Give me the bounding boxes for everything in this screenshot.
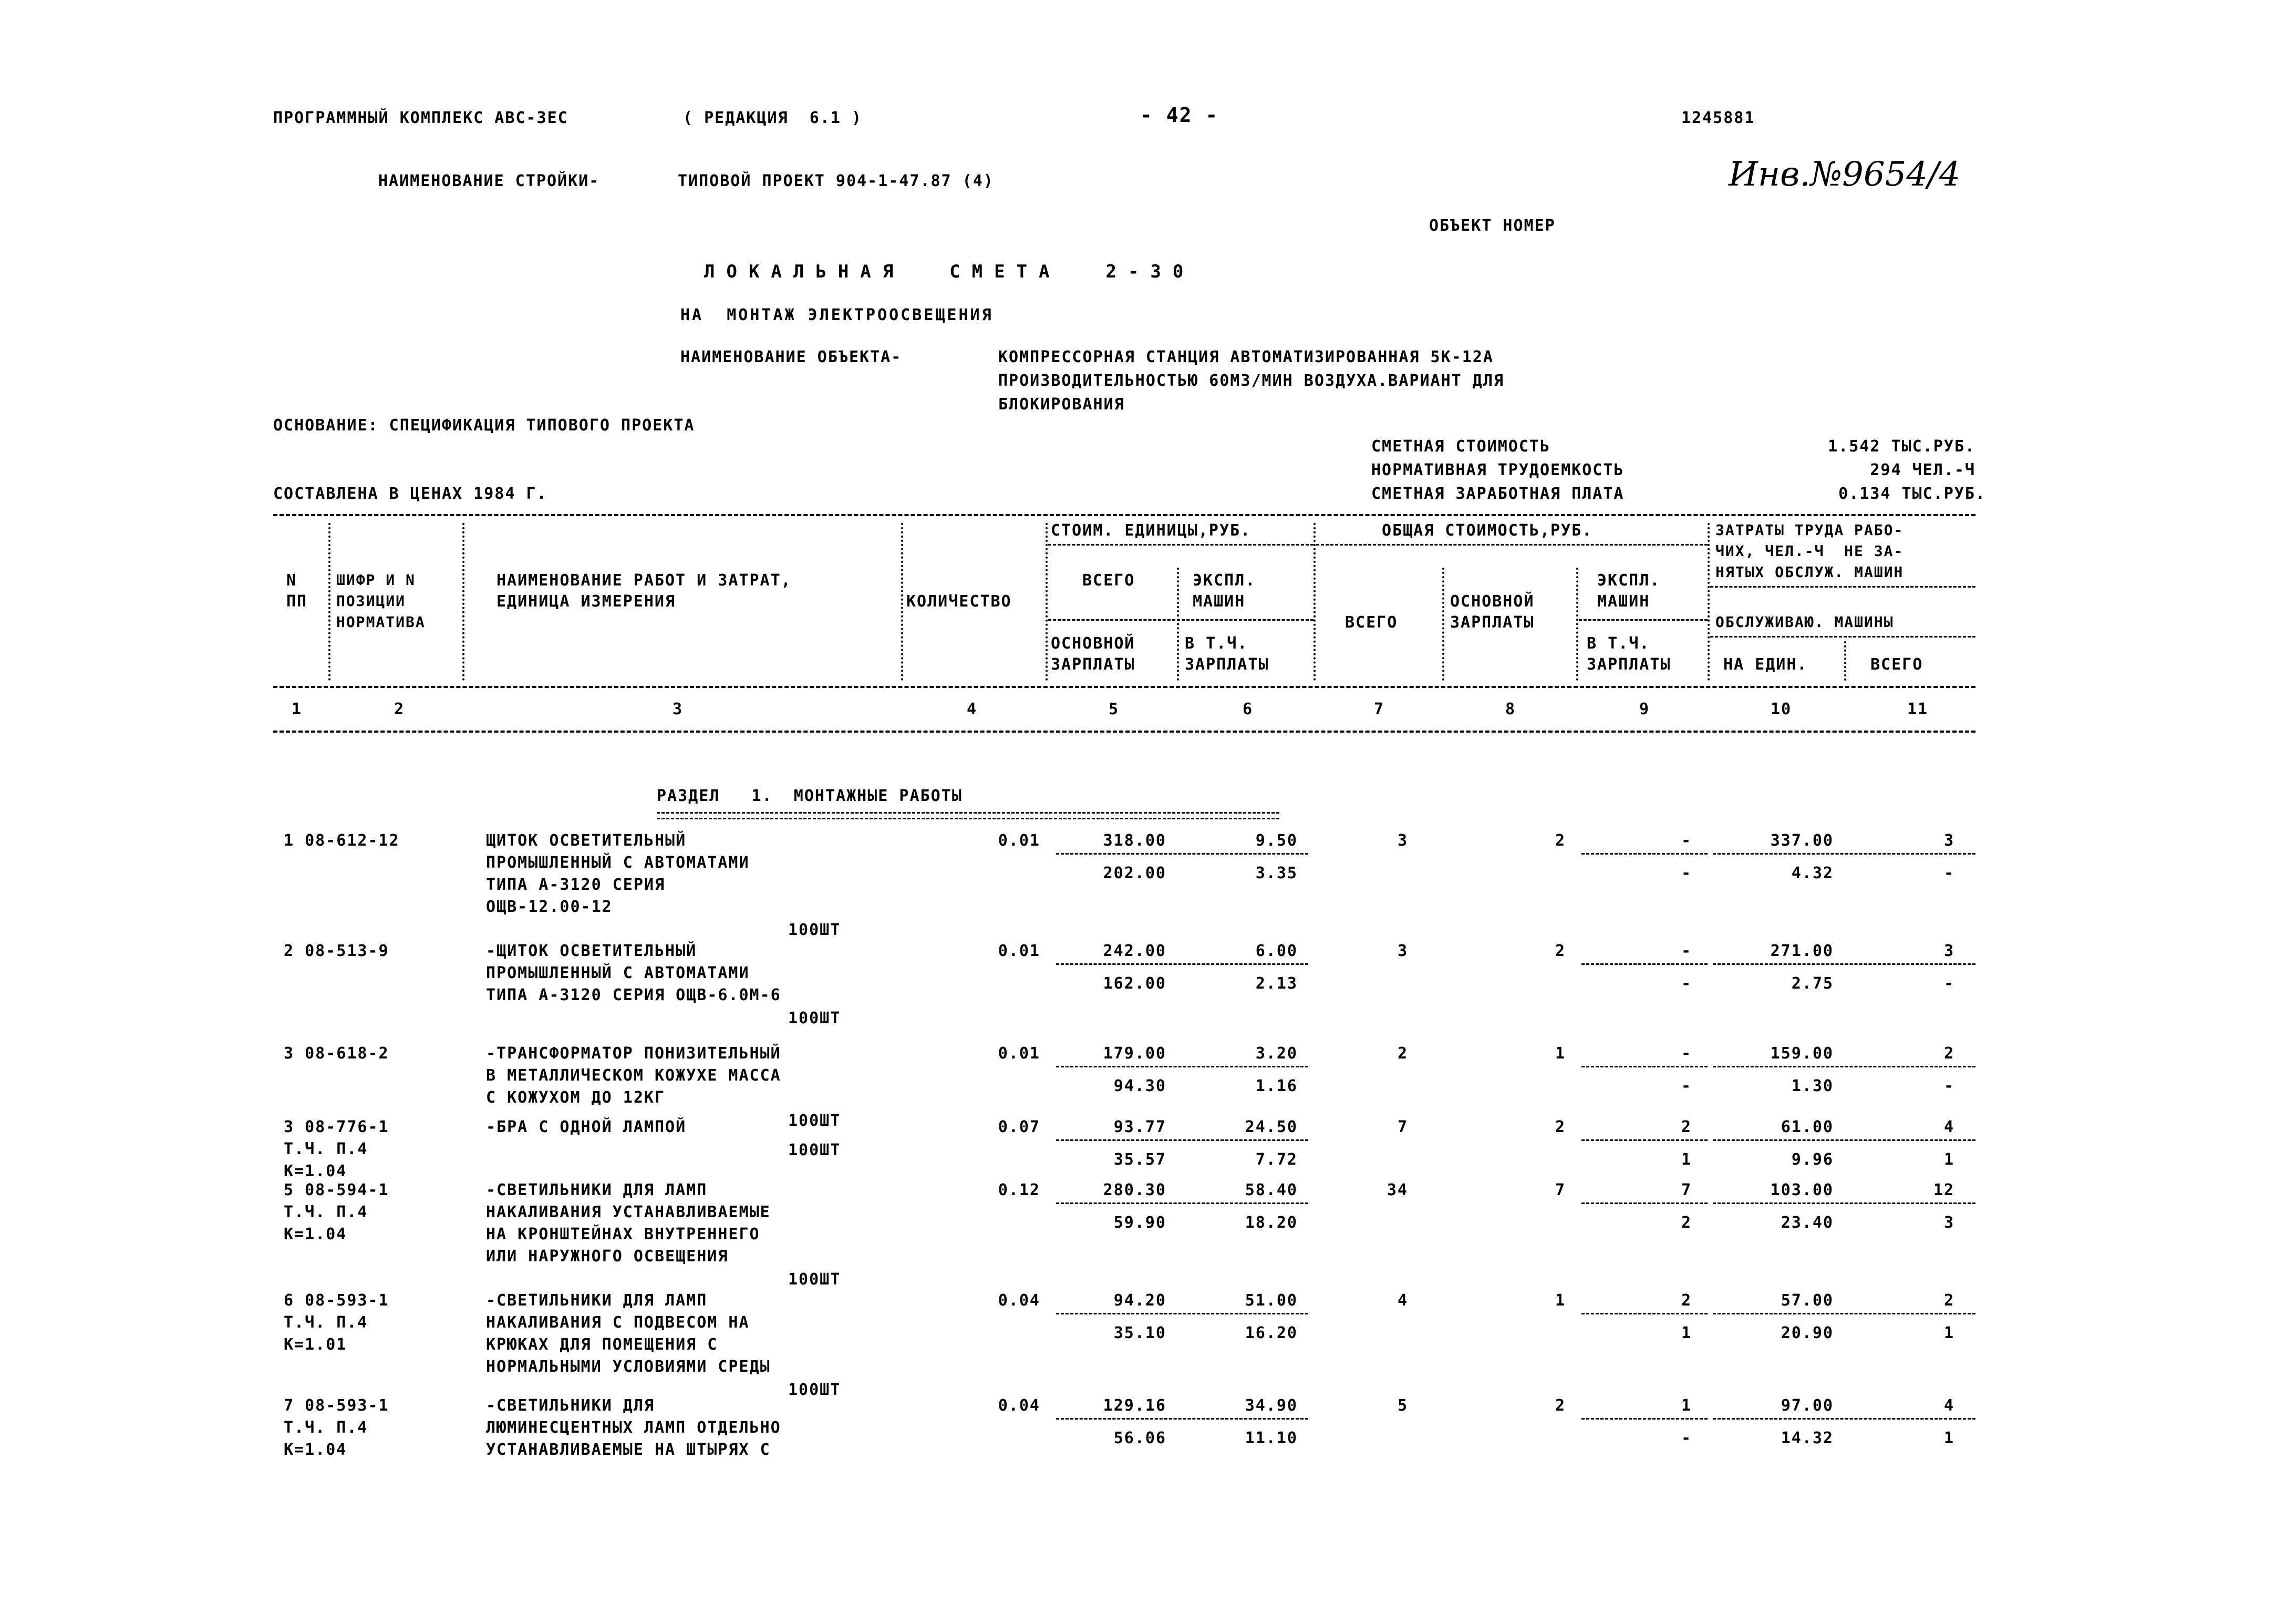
cell-rule (1713, 1202, 1976, 1204)
col-number: 9 (1639, 700, 1650, 718)
row-unit: 100ШТ (788, 1112, 841, 1130)
row-labor-unit: 97.00 (1781, 1396, 1834, 1415)
row-code: Т.Ч. П.4 (284, 1140, 368, 1158)
cell-rule (1056, 853, 1308, 855)
hdr-labor-sub: ОБСЛУЖИВАЮ. МАШИНЫ (1715, 613, 1894, 631)
hdr-unit-machines-1: ЭКСПЛ. (1193, 571, 1256, 590)
row-unit-wage-incl: 7.72 (1255, 1150, 1298, 1169)
row-description: ТИПА А-3120 СЕРИЯ ОЩВ-6.0М-6 (486, 986, 781, 1004)
hdr-unit-machines-2: МАШИН (1193, 592, 1246, 611)
hdr-rule (1316, 544, 1708, 546)
row-unit-total: 280.30 (1103, 1181, 1166, 1199)
row-total-machines: 2 (1681, 1291, 1692, 1310)
col-number: 5 (1109, 700, 1120, 718)
row-total: 4 (1397, 1291, 1408, 1310)
col-separator (1442, 568, 1444, 681)
hdr-total-all: ВСЕГО (1345, 613, 1398, 632)
cell-rule (1713, 963, 1976, 965)
col-separator (901, 523, 903, 681)
row-description: -ТРАНСФОРМАТОР ПОНИЗИТЕЛЬНЫЙ (486, 1044, 781, 1063)
hdr-unit-wage-1: ОСНОВНОЙ (1051, 634, 1135, 653)
hdr-total-cost: ОБЩАЯ СТОИМОСТЬ,РУБ. (1382, 521, 1593, 540)
row-unit-machines: 9.50 (1255, 831, 1298, 850)
col-number: 8 (1505, 700, 1516, 718)
row-labor-unit: 103.00 (1770, 1181, 1834, 1199)
col-separator (1576, 568, 1578, 681)
hdr-labor-3: НЯТЫХ ОБСЛУЖ. МАШИН (1715, 563, 1904, 581)
hdr-total-wage-incl-2: ЗАРПЛАТЫ (1587, 655, 1671, 674)
inventory-stamp: Инв.№9654/4 (1729, 155, 1961, 194)
object-number: ОБЪЕКТ НОМЕР (1429, 217, 1556, 235)
hdr-rule (1710, 586, 1976, 588)
row-unit-wage-incl: 11.10 (1245, 1429, 1298, 1447)
row-total-wage-incl: - (1681, 1077, 1692, 1095)
row-description: ПРОМЫШЛЕННЫЙ С АВТОМАТАМИ (486, 854, 750, 872)
hdr-unit-total: ВСЕГО (1082, 571, 1135, 590)
summary-label-labor: НОРМАТИВНАЯ ТРУДОЕМКОСТЬ (1371, 461, 1625, 479)
row-total-wage: 2 (1555, 1396, 1566, 1415)
col-separator (462, 523, 464, 681)
row-unit-wage-incl: 18.20 (1245, 1214, 1298, 1232)
col-number: 4 (967, 700, 978, 718)
row-labor-unit-machines: 14.32 (1781, 1429, 1834, 1447)
hdr-rule (1710, 636, 1976, 638)
row-unit: 100ШТ (788, 1009, 841, 1027)
summary-value-cost: 1.542 ТЫС.РУБ. (1828, 437, 1976, 456)
col-separator (1844, 641, 1846, 681)
row-description: -СВЕТИЛЬНИКИ ДЛЯ ЛАМП (486, 1181, 708, 1199)
cell-rule (1713, 1418, 1976, 1420)
hdr-rule (1048, 544, 1314, 546)
section-title: РАЗДЕЛ 1. МОНТАЖНЫЕ РАБОТЫ (657, 787, 963, 805)
row-labor-total: 4 (1943, 1396, 1954, 1415)
hdr-bottom-rule (273, 686, 1976, 688)
hdr-col2-1: ШИФР И N (336, 571, 416, 589)
row-labor-unit: 159.00 (1770, 1044, 1834, 1063)
row-unit-machines: 58.40 (1245, 1181, 1298, 1199)
hdr-unit-wage-incl-1: В Т.Ч. (1185, 634, 1248, 653)
row-total: 3 (1397, 942, 1408, 960)
hdr-labor-1: ЗАТРАТЫ ТРУДА РАБО- (1715, 521, 1904, 539)
row-description: ИЛИ НАРУЖНОГО ОСВЕЩЕНИЯ (486, 1247, 729, 1266)
row-labor-total-machines: 3 (1943, 1214, 1954, 1232)
construction-name-label: НАИМЕНОВАНИЕ СТРОЙКИ- (378, 172, 600, 190)
row-labor-total-machines: 1 (1943, 1429, 1954, 1447)
page-number: - 42 - (1140, 104, 1219, 127)
row-description: -СВЕТИЛЬНИКИ ДЛЯ (486, 1396, 655, 1415)
row-total-machines: 7 (1681, 1181, 1692, 1199)
cell-rule (1056, 1139, 1308, 1141)
row-code: К=1.04 (284, 1162, 347, 1180)
row-total: 5 (1397, 1396, 1408, 1415)
row-description: ПРОМЫШЛЕННЫЙ С АВТОМАТАМИ (486, 964, 750, 982)
row-unit-machines: 34.90 (1245, 1396, 1298, 1415)
row-description: -ЩИТОК ОСВЕТИТЕЛЬНЫЙ (486, 942, 697, 960)
row-total-wage: 7 (1555, 1181, 1566, 1199)
hdr-col1-1: N (286, 571, 297, 590)
col-numbers-rule (273, 731, 1976, 733)
cell-rule (1713, 1066, 1976, 1067)
edition: ( РЕДАКЦИЯ 6.1 ) (683, 109, 863, 127)
row-description: НА КРОНШТЕЙНАХ ВНУТРЕННЕГО (486, 1225, 760, 1243)
hdr-col1-2: ПП (286, 592, 308, 611)
row-labor-unit-machines: 4.32 (1791, 864, 1834, 882)
row-code: 3 08-776-1 (284, 1118, 389, 1136)
row-unit-wage: 35.57 (1113, 1150, 1166, 1169)
row-total-wage-incl: 2 (1681, 1214, 1692, 1232)
hdr-unit-cost: СТОИМ. ЕДИНИЦЫ,РУБ. (1051, 521, 1252, 540)
object-name-line-1: КОМПРЕССОРНАЯ СТАНЦИЯ АВТОМАТИЗИРОВАННАЯ 5К-12А (998, 348, 1494, 366)
row-labor-total: 2 (1943, 1044, 1954, 1063)
row-description: ОЩВ-12.00-12 (486, 898, 613, 916)
row-code: 6 08-593-1 (284, 1291, 389, 1310)
cell-rule (1581, 1418, 1708, 1420)
col-separator (328, 523, 330, 681)
row-code: Т.Ч. П.4 (284, 1418, 368, 1437)
row-unit: 100ШТ (788, 1141, 841, 1159)
row-code: 1 08-612-12 (284, 831, 400, 850)
hdr-col3-2: ЕДИНИЦА ИЗМЕРЕНИЯ (497, 592, 676, 611)
row-description: КРЮКАХ ДЛЯ ПОМЕЩЕНИЯ С (486, 1335, 718, 1354)
object-name-label: НАИМЕНОВАНИЕ ОБЪЕКТА- (680, 348, 902, 366)
hdr-labor-total: ВСЕГО (1870, 655, 1923, 674)
summary-label-cost: СМЕТНАЯ СТОИМОСТЬ (1371, 437, 1551, 456)
row-unit-wage-incl: 2.13 (1255, 974, 1298, 993)
hdr-unit-wage-2: ЗАРПЛАТЫ (1051, 655, 1135, 674)
hdr-quantity: КОЛИЧЕСТВО (906, 592, 1012, 611)
hdr-total-machines-1: ЭКСПЛ. (1597, 571, 1661, 590)
row-labor-unit-machines: 2.75 (1791, 974, 1834, 993)
hdr-total-wage-2: ЗАРПЛАТЫ (1450, 613, 1535, 632)
row-code: 7 08-593-1 (284, 1396, 389, 1415)
hdr-labor-2: ЧИХ, ЧЕЛ.-Ч НЕ ЗА- (1715, 542, 1904, 560)
row-description: -СВЕТИЛЬНИКИ ДЛЯ ЛАМП (486, 1291, 708, 1310)
row-description: В МЕТАЛЛИЧЕСКОМ КОЖУХЕ МАССА (486, 1066, 781, 1085)
cell-rule (1581, 1313, 1708, 1314)
row-description: УСТАНАВЛИВАЕМЫЕ НА ШТЫРЯХ С (486, 1441, 771, 1459)
row-unit-wage-incl: 3.35 (1255, 864, 1298, 882)
col-separator (1708, 523, 1710, 681)
col-separator (1046, 523, 1048, 681)
row-code: Т.Ч. П.4 (284, 1313, 368, 1332)
row-total: 34 (1387, 1181, 1408, 1199)
summary-label-wage: СМЕТНАЯ ЗАРАБОТНАЯ ПЛАТА (1371, 485, 1625, 503)
row-total-wage: 2 (1555, 1118, 1566, 1136)
row-total: 2 (1397, 1044, 1408, 1063)
hdr-labor-unit: НА ЕДИН. (1723, 655, 1808, 674)
row-labor-unit-machines: 23.40 (1781, 1214, 1834, 1232)
row-unit: 100ШТ (788, 921, 841, 939)
row-unit-total: 129.16 (1103, 1396, 1166, 1415)
row-unit-wage: 35.10 (1113, 1324, 1166, 1342)
program-name: ПРОГРАММНЫЙ КОМПЛЕКС АВС-3ЕС (273, 109, 568, 127)
row-quantity: 0.12 (998, 1181, 1040, 1199)
row-unit-machines: 24.50 (1245, 1118, 1298, 1136)
row-unit-total: 318.00 (1103, 831, 1166, 850)
col-number: 1 (292, 700, 303, 718)
cell-rule (1056, 1202, 1308, 1204)
row-total-machines: 2 (1681, 1118, 1692, 1136)
row-total-wage: 1 (1555, 1291, 1566, 1310)
row-unit-total: 242.00 (1103, 942, 1166, 960)
cell-rule (1713, 1313, 1976, 1314)
row-total: 3 (1397, 831, 1408, 850)
hdr-rule (1048, 619, 1314, 621)
row-total-machines: - (1681, 942, 1692, 960)
col-number: 6 (1243, 700, 1254, 718)
row-total-wage: 2 (1555, 942, 1566, 960)
row-unit-wage: 162.00 (1103, 974, 1166, 993)
row-labor-unit: 61.00 (1781, 1118, 1834, 1136)
row-labor-unit-machines: 20.90 (1781, 1324, 1834, 1342)
row-labor-unit-machines: 1.30 (1791, 1077, 1834, 1095)
row-code: Т.Ч. П.4 (284, 1203, 368, 1221)
col-separator (1177, 568, 1179, 681)
document-subtitle: НА МОНТАЖ ЭЛЕКТРООСВЕЩЕНИЯ (680, 306, 994, 324)
row-code: 3 08-618-2 (284, 1044, 389, 1063)
row-code: К=1.04 (284, 1225, 347, 1243)
row-labor-total: 2 (1943, 1291, 1954, 1310)
row-description: НОРМАЛЬНЫМИ УСЛОВИЯМИ СРЕДЫ (486, 1358, 771, 1376)
row-labor-unit: 57.00 (1781, 1291, 1834, 1310)
row-description: С КОЖУХОМ ДО 12КГ (486, 1088, 666, 1107)
object-name-line-2: ПРОИЗВОДИТЕЛЬНОСТЬЮ 60М3/МИН ВОЗДУХА.ВАРИАНТ ДЛЯ (998, 372, 1504, 390)
hdr-rule (1579, 619, 1708, 621)
row-unit-wage: 94.30 (1113, 1077, 1166, 1095)
row-unit-wage: 59.90 (1113, 1214, 1166, 1232)
row-total-wage-incl: 1 (1681, 1150, 1692, 1169)
row-description: НАКАЛИВАНИЯ УСТАНАВЛИВАЕМЫЕ (486, 1203, 771, 1221)
col-number: 10 (1771, 700, 1792, 718)
row-labor-total-machines: - (1943, 974, 1954, 993)
row-quantity: 0.07 (998, 1118, 1040, 1136)
hdr-col2-3: НОРМАТИВА (336, 613, 426, 631)
row-quantity: 0.01 (998, 831, 1040, 850)
cell-rule (1056, 963, 1308, 965)
row-labor-unit-machines: 9.96 (1791, 1150, 1834, 1169)
row-unit-wage: 56.06 (1113, 1429, 1166, 1447)
row-labor-total-machines: 1 (1943, 1324, 1954, 1342)
row-description: НАКАЛИВАНИЯ С ПОДВЕСОМ НА (486, 1313, 750, 1332)
row-total-wage-incl: - (1681, 1429, 1692, 1447)
row-total-wage-incl: 1 (1681, 1324, 1692, 1342)
cell-rule (1056, 1066, 1308, 1067)
row-quantity: 0.04 (998, 1291, 1040, 1310)
hdr-col2-2: ПОЗИЦИИ (336, 592, 406, 610)
object-name-line-3: БЛОКИРОВАНИЯ (998, 395, 1125, 414)
row-unit-machines: 51.00 (1245, 1291, 1298, 1310)
row-unit-total: 93.77 (1113, 1118, 1166, 1136)
row-labor-total-machines: - (1943, 1077, 1954, 1095)
summary-value-labor: 294 ЧЕЛ.-Ч (1870, 461, 1976, 479)
row-total-wage: 2 (1555, 831, 1566, 850)
row-quantity: 0.01 (998, 1044, 1040, 1063)
row-labor-total: 12 (1933, 1181, 1954, 1199)
row-unit-total: 94.20 (1113, 1291, 1166, 1310)
row-code: 2 08-513-9 (284, 942, 389, 960)
cell-rule (1713, 1139, 1976, 1141)
row-total-wage-incl: - (1681, 864, 1692, 882)
row-description: ЛЮМИНЕСЦЕНТНЫХ ЛАМП ОТДЕЛЬНО (486, 1418, 781, 1437)
row-labor-unit: 271.00 (1770, 942, 1834, 960)
col-number: 2 (394, 700, 405, 718)
row-unit-wage-incl: 16.20 (1245, 1324, 1298, 1342)
compiled-date: СОСТАВЛЕНА В ЦЕНАХ 1984 Г. (273, 485, 547, 503)
document-title: ЛОКАЛЬНАЯ СМЕТА 2-30 (704, 261, 1195, 282)
section-underline (657, 812, 1279, 819)
row-unit: 100ШТ (788, 1270, 841, 1289)
row-total-machines: - (1681, 831, 1692, 850)
hdr-total-machines-2: МАШИН (1597, 592, 1650, 611)
row-total-machines: - (1681, 1044, 1692, 1063)
row-labor-total-machines: 1 (1943, 1150, 1954, 1169)
table-top-rule (273, 514, 1976, 516)
summary-value-wage: 0.134 ТЫС.РУБ. (1838, 485, 1986, 503)
row-unit: 100ШТ (788, 1381, 841, 1399)
row-labor-total: 3 (1943, 831, 1954, 850)
col-number: 3 (673, 700, 684, 718)
row-labor-total-machines: - (1943, 864, 1954, 882)
row-unit-wage-incl: 1.16 (1255, 1077, 1298, 1095)
hdr-unit-wage-incl-2: ЗАРПЛАТЫ (1185, 655, 1269, 674)
row-code: К=1.04 (284, 1441, 347, 1459)
row-total-machines: 1 (1681, 1396, 1692, 1415)
cell-rule (1581, 1066, 1708, 1067)
hdr-total-wage-1: ОСНОВНОЙ (1450, 592, 1535, 611)
cell-rule (1056, 1418, 1308, 1420)
row-total-wage: 1 (1555, 1044, 1566, 1063)
row-unit-machines: 6.00 (1255, 942, 1298, 960)
row-unit-total: 179.00 (1103, 1044, 1166, 1063)
row-quantity: 0.01 (998, 942, 1040, 960)
basis: ОСНОВАНИЕ: СПЕЦИФИКАЦИЯ ТИПОВОГО ПРОЕКТА (273, 416, 695, 435)
row-labor-total: 3 (1943, 942, 1954, 960)
construction-name-value: ТИПОВОЙ ПРОЕКТ 904-1-47.87 (4) (678, 172, 994, 190)
row-description: ЩИТОК ОСВЕТИТЕЛЬНЫЙ (486, 831, 687, 850)
cell-rule (1581, 963, 1708, 965)
col-number: 11 (1907, 700, 1929, 718)
cell-rule (1056, 1313, 1308, 1314)
row-labor-unit: 337.00 (1770, 831, 1834, 850)
cell-rule (1581, 1139, 1708, 1141)
hdr-col3-1: НАИМЕНОВАНИЕ РАБОТ И ЗАТРАТ, (497, 571, 792, 590)
col-separator (1314, 523, 1316, 681)
row-quantity: 0.04 (998, 1396, 1040, 1415)
row-total-wage-incl: - (1681, 974, 1692, 993)
cell-rule (1713, 853, 1976, 855)
hdr-total-wage-incl-1: В Т.Ч. (1587, 634, 1650, 653)
row-labor-total: 4 (1943, 1118, 1954, 1136)
row-code: К=1.01 (284, 1335, 347, 1354)
document-number: 1245881 (1681, 109, 1755, 127)
row-total: 7 (1397, 1118, 1408, 1136)
row-unit-wage: 202.00 (1103, 864, 1166, 882)
row-description: ТИПА А-3120 СЕРИЯ (486, 876, 666, 894)
row-description: -БРА С ОДНОЙ ЛАМПОЙ (486, 1118, 687, 1136)
cell-rule (1581, 1202, 1708, 1204)
row-code: 5 08-594-1 (284, 1181, 389, 1199)
row-unit-machines: 3.20 (1255, 1044, 1298, 1063)
col-number: 7 (1374, 700, 1385, 718)
cell-rule (1581, 853, 1708, 855)
